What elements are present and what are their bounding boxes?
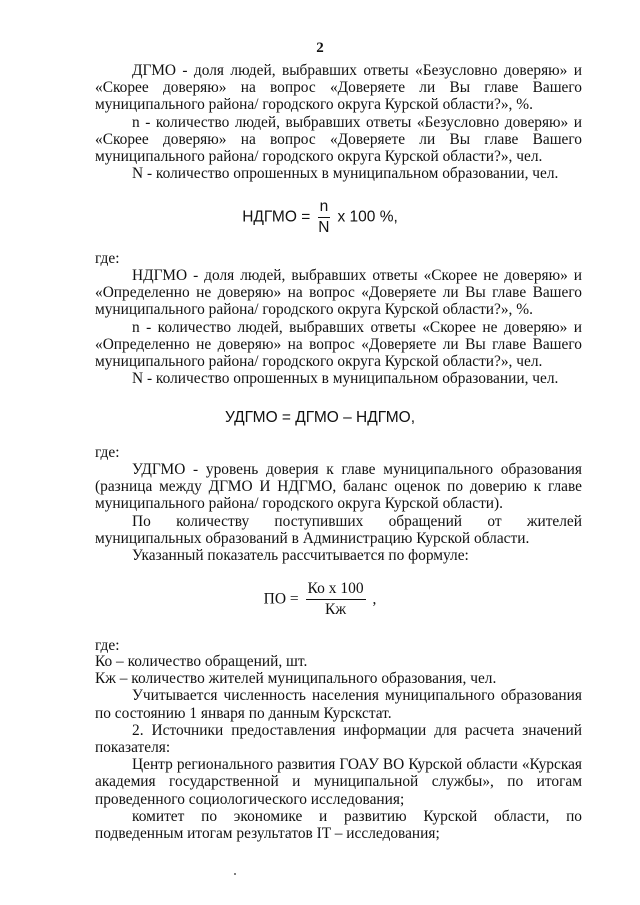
fraction-denominator: Кж bbox=[325, 601, 347, 618]
definitions-udgmo bbox=[95, 461, 582, 564]
paragraph: Кж – количество жителей муниципального образования, чел. bbox=[95, 670, 497, 688]
where-label bbox=[95, 637, 582, 654]
paragraph: Ко – количество обращений, шт. bbox=[95, 653, 308, 670]
paragraph: 2. Источники предоставления информации для расчета значений показателя: bbox=[95, 721, 582, 757]
paragraph: n - количество людей, выбравших ответы «Скорее не доверяю» и «Определенно не доверяю» на вопрос «Доверяете ли Вы главе Вашего муниципального района/ городского округа Курской области?», чел. bbox=[95, 318, 582, 371]
page-number: 2 bbox=[316, 40, 324, 56]
where-text: где: bbox=[95, 444, 120, 461]
paragraph: N - количество опрошенных в муниципальном образовании, чел. bbox=[132, 165, 559, 183]
formula-text: УДГМО = ДГМО – НДГМО, bbox=[224, 409, 416, 426]
where-label bbox=[95, 250, 582, 267]
where-text: где: bbox=[95, 250, 120, 267]
formula-right: , bbox=[372, 590, 377, 608]
fraction-numerator: Ко х 100 bbox=[306, 580, 366, 600]
definitions-ndgmo bbox=[95, 267, 582, 387]
where-text: где: bbox=[95, 637, 120, 654]
definitions-dgmo bbox=[95, 62, 582, 182]
paragraph: N - количество опрошенных в муниципальном образовании, чел. bbox=[132, 370, 559, 388]
formula-udgmo bbox=[0, 409, 640, 427]
where-label bbox=[95, 444, 582, 461]
formula-po bbox=[0, 580, 640, 619]
scan-speck bbox=[234, 873, 236, 875]
paragraph: Учитывается численность населения муниципального образования по состоянию 1 января по данным Курскстат. bbox=[95, 687, 582, 722]
paragraph: Центр регионального развития ГОАУ ВО Курской области «Курская академия государственной и муниципальной службы», по итогам проведенного социологического исследования; bbox=[95, 756, 582, 808]
definitions-po bbox=[95, 653, 582, 842]
fraction bbox=[318, 198, 331, 237]
formula-left: ПО = bbox=[263, 590, 299, 608]
fraction-denominator: N bbox=[318, 219, 330, 236]
paragraph: По количеству поступивших обращений от жителей муниципальных образований в Администрацию Курской области. bbox=[95, 512, 582, 547]
paragraph: n - количество людей, выбравших ответы «Безусловно доверяю» и «Скорее доверяю» на вопрос «Доверяете ли Вы главе Вашего муниципального района/ городского округа Курской области?», чел. bbox=[95, 113, 582, 166]
formula-left: НДГМО = bbox=[242, 208, 311, 226]
formula-right: x 100 %, bbox=[337, 208, 398, 226]
paragraph: НДГМО - доля людей, выбравших ответы «Скорее не доверяю» и «Определенно не доверяю» на вопрос «Доверяете ли Вы главе Вашего муниципального района/ городского округа Курской области?», %. bbox=[95, 267, 582, 319]
paragraph: ДГМО - доля людей, выбравших ответы «Безусловно доверяю» и «Скорее доверяю» на вопрос «Доверяете ли Вы главе Вашего муниципального района/ городского округа Курской области?», %. bbox=[95, 62, 582, 114]
paragraph: УДГМО - уровень доверия к главе муниципального образования (разница между ДГМО И НДГМО, баланс оценок по доверию к главе муниципального района/ городского округа Курской области). bbox=[95, 461, 582, 513]
formula-ndgmo bbox=[0, 198, 640, 237]
paragraph: Указанный показатель рассчитывается по формуле: bbox=[132, 547, 469, 565]
fraction-numerator: n bbox=[318, 198, 331, 218]
fraction bbox=[306, 580, 366, 619]
paragraph: комитет по экономике и развитию Курской области, по подведенным итогам результатов IT – исследования; bbox=[95, 807, 582, 843]
